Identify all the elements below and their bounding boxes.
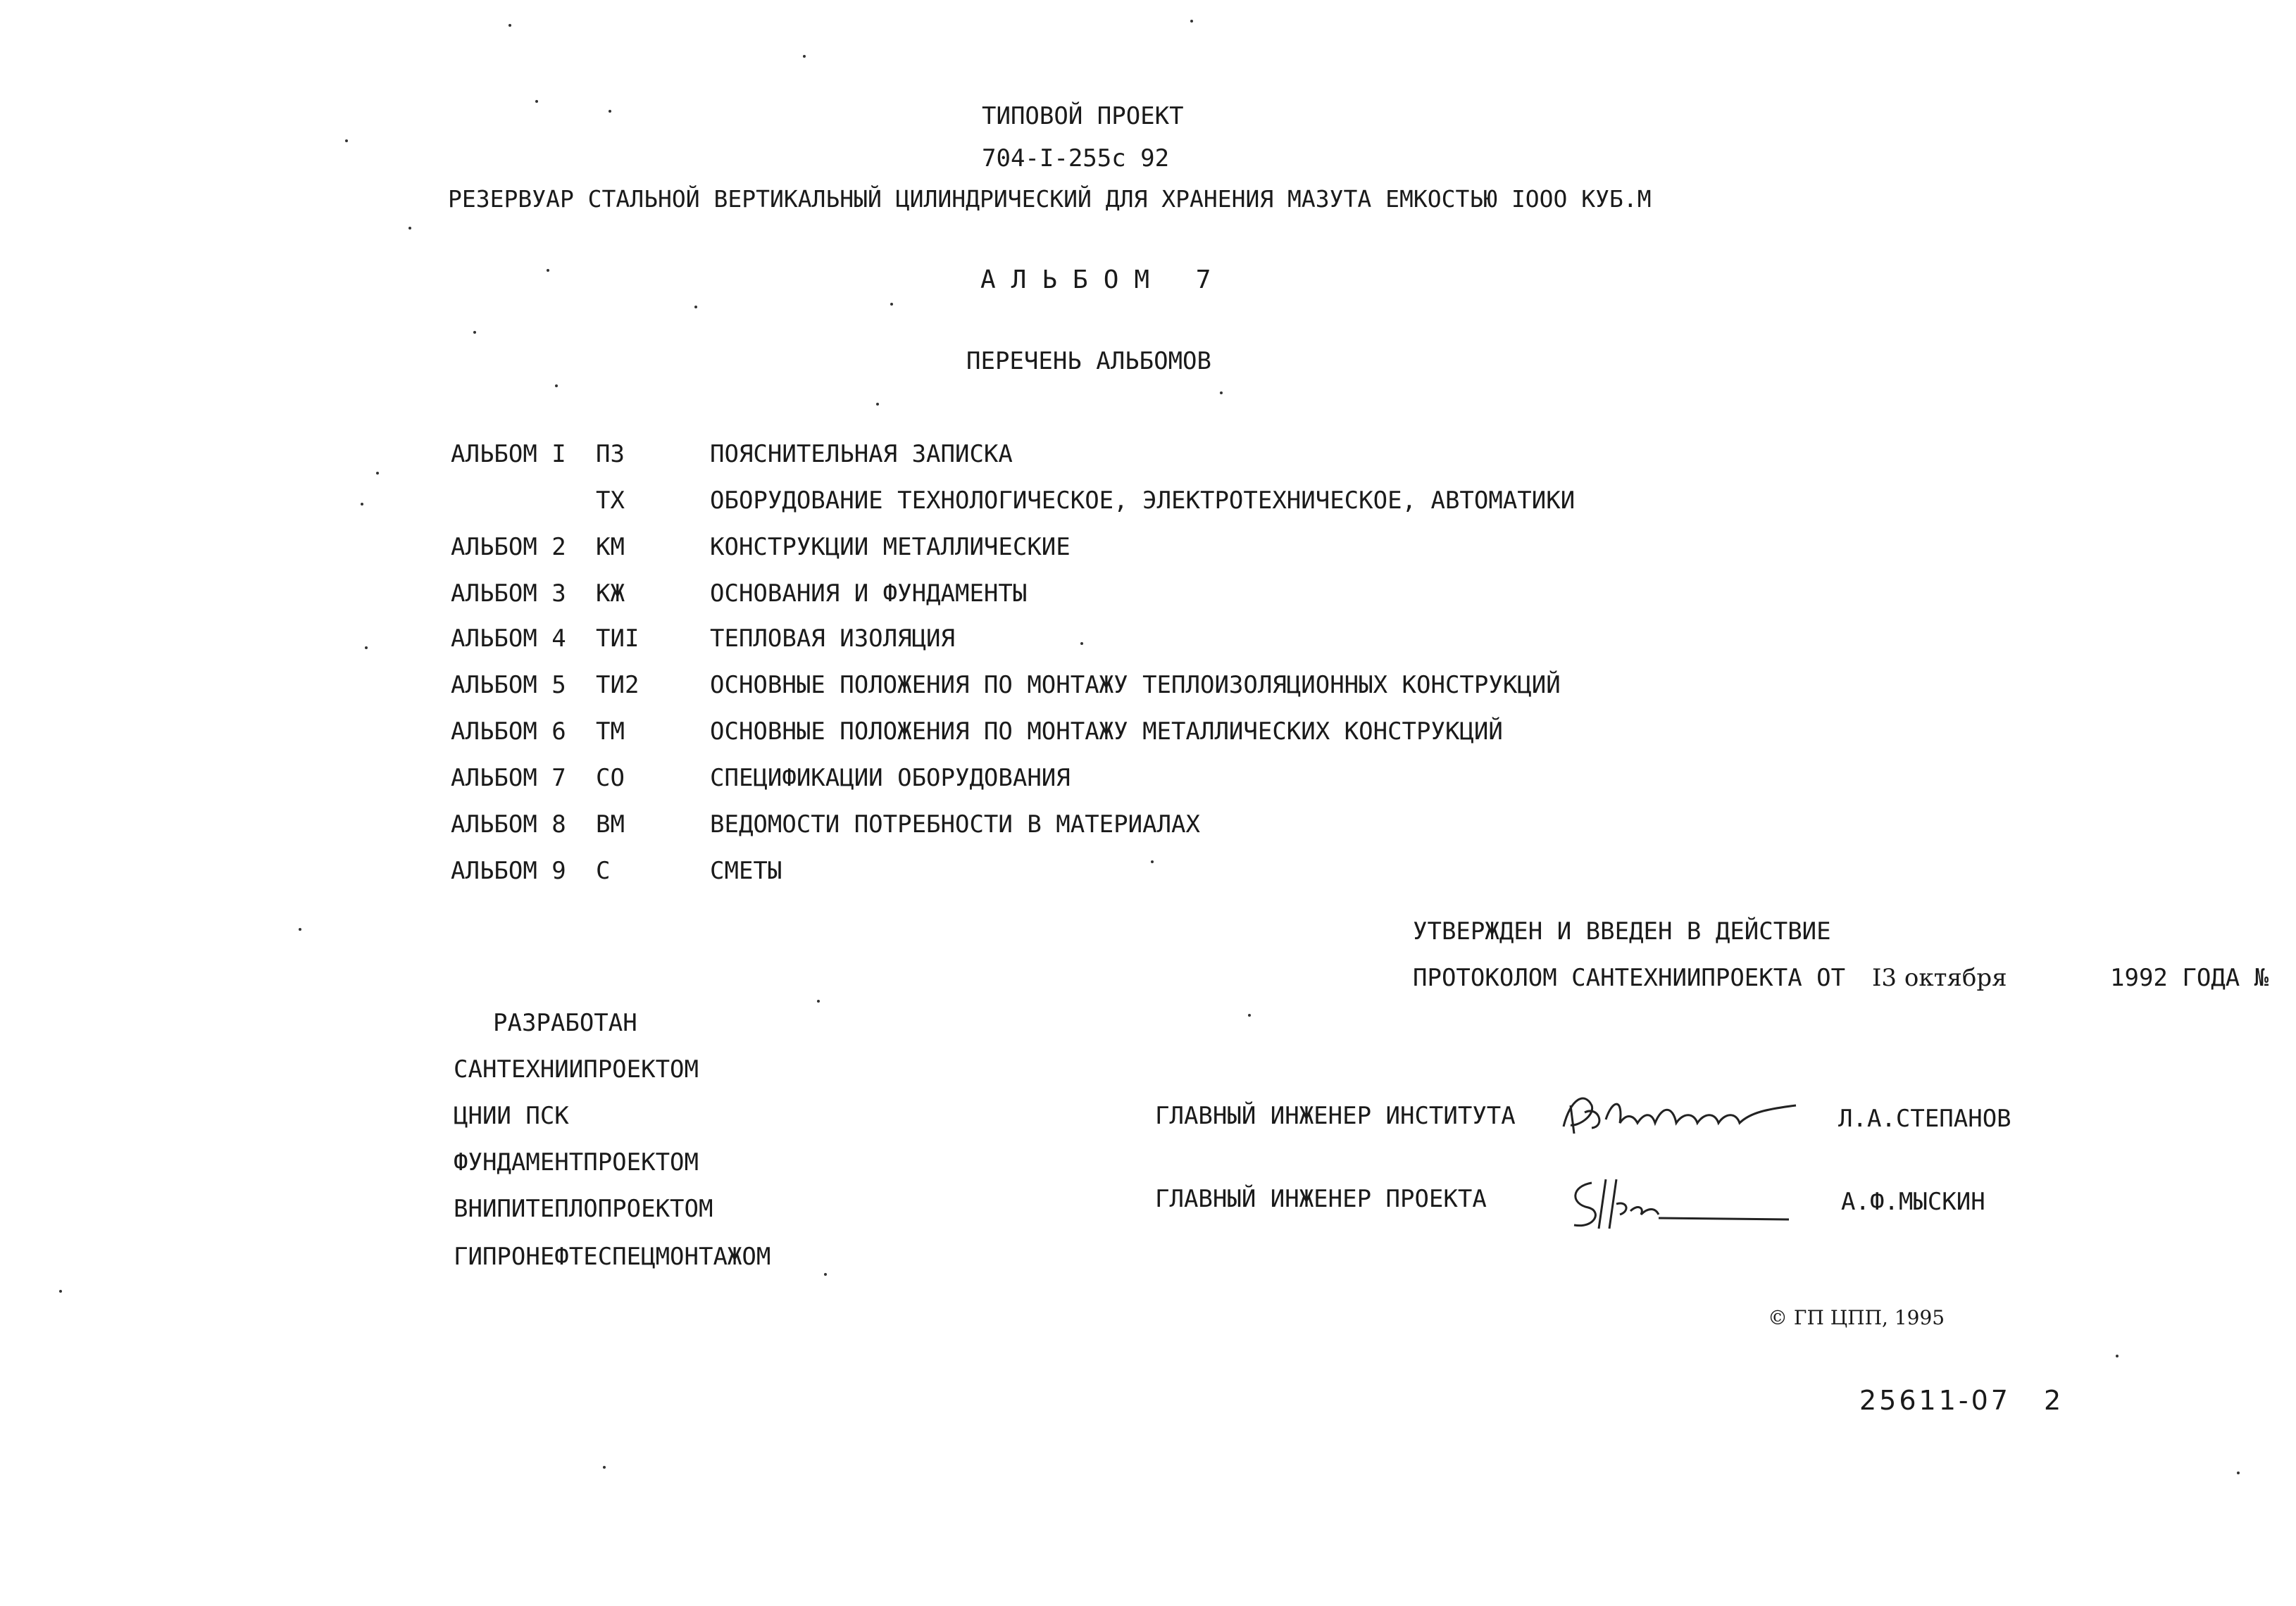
album-title: ОСНОВНЫЕ ПОЛОЖЕНИЯ ПО МОНТАЖУ ТЕПЛОИЗОЛЯЦИОННЫХ КОНСТРУКЦИЙ [710, 671, 1561, 699]
developer-item: ФУНДАМЕНТПРОЕКТОМ [454, 1148, 699, 1177]
album-title: СПЕЦИФИКАЦИИ ОБОРУДОВАНИЯ [710, 764, 1071, 792]
developers-heading: РАЗРАБОТАН [493, 1009, 637, 1037]
scan-speck [365, 646, 368, 649]
scan-speck [299, 928, 301, 931]
album-code: ТХ [596, 487, 625, 515]
scan-speck [555, 384, 558, 387]
scan-speck [535, 100, 538, 103]
scan-speck [609, 110, 611, 113]
album-title: ОБОРУДОВАНИЕ ТЕХНОЛОГИЧЕСКОЕ, ЭЛЕКТРОТЕХНИЧЕСКОЕ, АВТОМАТИКИ [710, 487, 1576, 515]
signature-name-institute: Л.А.СТЕПАНОВ [1838, 1105, 2011, 1133]
scan-speck [694, 306, 697, 308]
album-code: ТИ2 [596, 671, 639, 699]
approval-line-1: УТВЕРЖДЕН И ВВЕДЕН В ДЕЙСТВИЕ [1413, 917, 1831, 946]
album-code: СО [596, 764, 625, 792]
scan-speck [361, 503, 363, 506]
approval-line-2: ПРОТОКОЛОМ САНТЕХНИИПРОЕКТА ОТ [1413, 964, 1846, 992]
scan-speck [473, 331, 476, 334]
scan-speck [824, 1273, 827, 1276]
album-code: С [596, 857, 611, 885]
album-label: АЛЬБОМ 8 [451, 810, 566, 839]
header-type-label: ТИПОВОЙ ПРОЕКТ [982, 102, 1184, 130]
scan-speck [817, 1000, 820, 1003]
album-title: ПОЯСНИТЕЛЬНАЯ ЗАПИСКА [710, 440, 1013, 468]
album-code: ВМ [596, 810, 625, 839]
header-project-title: РЕЗЕРВУАР СТАЛЬНОЙ ВЕРТИКАЛЬНЫЙ ЦИЛИНДРИЧЕСКИЙ ДЛЯ ХРАНЕНИЯ МАЗУТА ЕМКОСТЬЮ IOOO КУБ.М [448, 185, 1652, 213]
page-number: 2 [2044, 1385, 2061, 1416]
album-title: СМЕТЫ [710, 857, 782, 885]
scan-speck [59, 1290, 62, 1293]
developer-item: САНТЕХНИИПРОЕКТОМ [454, 1055, 699, 1084]
album-code: КМ [596, 533, 625, 561]
developer-item: ЦНИИ ПСК [454, 1102, 569, 1130]
approval-date: I3 октября [1872, 964, 2007, 992]
album-label: АЛЬБОМ 7 [451, 764, 566, 792]
signature-institute-handwritten [1556, 1084, 1810, 1148]
scan-speck [876, 403, 879, 406]
signature-name-project: А.Ф.МЫСКИН [1841, 1188, 1985, 1216]
scan-speck [803, 55, 806, 58]
album-label: АЛЬБОМ 3 [451, 579, 566, 608]
album-code: КЖ [596, 579, 625, 608]
scan-speck [345, 139, 348, 142]
scan-speck [2237, 1472, 2240, 1474]
scan-speck [1080, 642, 1083, 645]
scan-speck [509, 24, 511, 27]
signature-role-institute: ГЛАВНЫЙ ИНЖЕНЕР ИНСТИТУТА [1155, 1102, 1516, 1130]
album-label: АЛЬБОМ 2 [451, 533, 566, 561]
header-project-number: 704-I-255с 92 [982, 144, 1170, 172]
scan-speck [603, 1466, 606, 1469]
album-code: ТМ [596, 717, 625, 746]
developer-item: ВНИПИТЕПЛОПРОЕКТОМ [454, 1195, 713, 1223]
album-title: ОСНОВАНИЯ И ФУНДАМЕНТЫ [710, 579, 1028, 608]
album-list-title: ПЕРЕЧЕНЬ АЛЬБОМОВ [966, 347, 1211, 375]
scan-speck [890, 303, 893, 306]
scan-speck [1220, 391, 1223, 394]
header-album-number: АЛЬБОМ 7 [980, 265, 1227, 294]
scan-speck [547, 269, 549, 272]
approval-year: 1992 ГОДА № [2110, 964, 2269, 992]
album-label: АЛЬБОМ I [451, 440, 566, 468]
scan-speck [1248, 1014, 1251, 1017]
album-label: АЛЬБОМ 9 [451, 857, 566, 885]
album-label: АЛЬБОМ 5 [451, 671, 566, 699]
copyright: © ГП ЦПП, 1995 [1768, 1306, 1945, 1329]
album-label: АЛЬБОМ 4 [451, 625, 566, 653]
developer-item: ГИПРОНЕФТЕСПЕЦМОНТАЖОМ [454, 1243, 771, 1271]
album-title: ОСНОВНЫЕ ПОЛОЖЕНИЯ ПО МОНТАЖУ МЕТАЛЛИЧЕСКИХ КОНСТРУКЦИЙ [710, 717, 1503, 746]
album-title: ТЕПЛОВАЯ ИЗОЛЯЦИЯ [710, 625, 955, 653]
album-label: АЛЬБОМ 6 [451, 717, 566, 746]
signature-role-project: ГЛАВНЫЙ ИНЖЕНЕР ПРОЕКТА [1155, 1185, 1487, 1213]
album-title: КОНСТРУКЦИИ МЕТАЛЛИЧЕСКИЕ [710, 533, 1071, 561]
album-title: ВЕДОМОСТИ ПОТРЕБНОСТИ В МАТЕРИАЛАХ [710, 810, 1200, 839]
scan-speck [2116, 1355, 2119, 1357]
album-code: ТИI [596, 625, 639, 653]
signature-project-handwritten [1564, 1169, 1817, 1239]
scan-speck [376, 472, 379, 475]
scan-speck [408, 227, 411, 230]
album-code: ПЗ [596, 440, 625, 468]
scan-speck [1190, 20, 1193, 23]
document-number: 25611-07 [1859, 1385, 2011, 1416]
scan-speck [1151, 860, 1154, 863]
